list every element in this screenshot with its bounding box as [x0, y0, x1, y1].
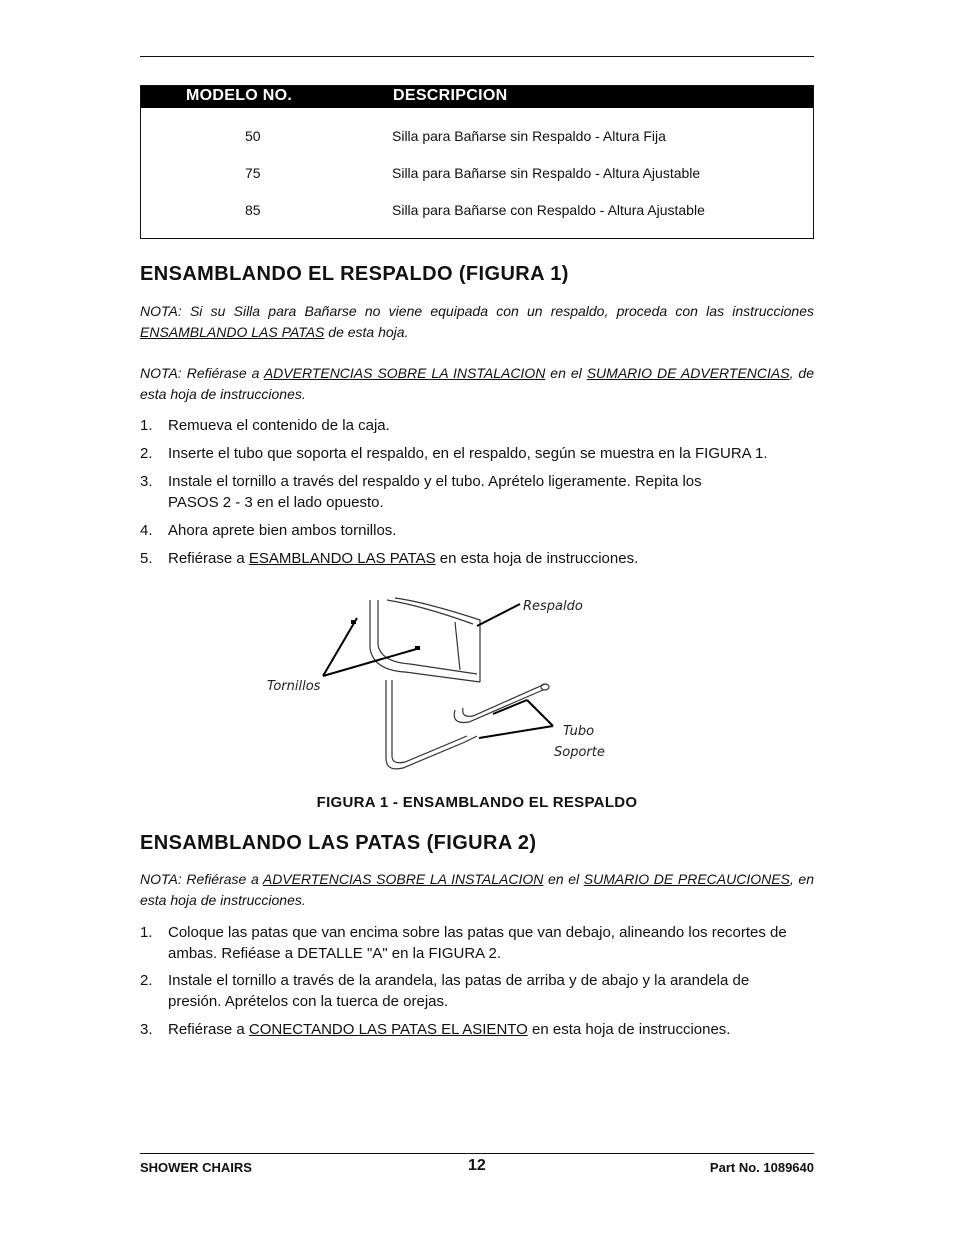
section2-title: ENSAMBLANDO LAS PATAS (FIGURA 2) [140, 832, 537, 854]
footer-rule [140, 1153, 814, 1154]
note-link[interactable]: SUMARIO DE ADVERTENCIAS [586, 365, 790, 381]
note-link[interactable]: SUMARIO DE PRECAUCIONES [583, 871, 790, 887]
section1-note1 [140, 301, 814, 343]
note-text: NOTA: Refiérase a [140, 871, 263, 887]
row-model: 75 [245, 165, 261, 181]
step-text: Ahora aprete bien ambos tornillos. [168, 522, 397, 539]
figure-backrest-illustration [255, 590, 615, 780]
header-model: MODELO NO. [186, 87, 293, 104]
step-text: Refiérase a [168, 1021, 249, 1038]
model-table [140, 85, 814, 239]
page-number: 12 [468, 1157, 486, 1174]
step-link[interactable]: ESAMBLANDO LAS PATAS [248, 550, 436, 567]
row-desc: Silla para Bañarse con Respaldo - Altura Ajustable [392, 202, 705, 218]
label-support: Soporte [554, 745, 605, 760]
step-item [140, 970, 814, 1012]
note-link[interactable]: ENSAMBLANDO LAS PATAS [140, 324, 325, 340]
header-rule [140, 56, 814, 57]
step-text: ambas. Refiéase a DETALLE "A" en la FIGURA 2. [168, 945, 502, 962]
step-text: Instale el tornillo a través del respaldo y el tubo. Aprételo ligeramente. Repita los [168, 473, 702, 490]
step-text: en esta hoja de instrucciones. [527, 1021, 731, 1038]
label-screws: Tornillos [267, 679, 321, 694]
step-text: Instale el tornillo a través de la arandela, las patas de arriba y de abajo y la arandela de [168, 972, 750, 989]
step-item [140, 922, 814, 964]
step-number: 2. [140, 445, 153, 462]
label-tube: Tubo [563, 724, 595, 739]
step-number: 3. [140, 473, 153, 490]
row-model: 85 [245, 202, 261, 218]
label-backrest: Respaldo [523, 599, 583, 614]
step-text: PASOS 2 - 3 en el lado opuesto. [168, 494, 384, 511]
screw-mark [415, 646, 420, 650]
table-header [141, 86, 813, 108]
note-link[interactable]: ADVERTENCIAS SOBRE LA INSTALACION [263, 365, 546, 381]
step-item [140, 471, 814, 513]
section1-note2 [140, 363, 814, 405]
note-text: en el [545, 365, 587, 381]
step-link[interactable]: CONECTANDO LAS PATAS EL ASIENTO [248, 1021, 528, 1038]
step-number: 4. [140, 522, 153, 539]
step-number: 2. [140, 972, 153, 989]
note-text: en el [543, 871, 584, 887]
row-model: 50 [245, 128, 261, 144]
figure-caption: FIGURA 1 - ENSAMBLANDO EL RESPALDO [316, 794, 638, 811]
row-desc: Silla para Bañarse sin Respaldo - Altura Fija [392, 128, 666, 144]
step-number: 1. [140, 924, 153, 941]
step-text: presión. Aprételos con la tuerca de orejas. [168, 993, 449, 1010]
step-number: 5. [140, 550, 153, 567]
row-desc: Silla para Bañarse sin Respaldo - Altura Ajustable [392, 165, 701, 181]
step-text: Inserte el tubo que soporta el respaldo, en el respaldo, según se muestra en la FIGURA 1. [168, 445, 768, 462]
step-item [140, 443, 814, 464]
note-text: NOTA: Si su Silla para Bañarse no viene equipada con un respaldo, proceda con las instrucciones [140, 303, 814, 319]
header-description: DESCRIPCION [393, 87, 508, 104]
step-text: en esta hoja de instrucciones. [435, 550, 639, 567]
footer-part-number: Part No. 1089640 [709, 1160, 814, 1175]
step-text: Remueva el contenido de la caja. [168, 417, 390, 434]
note-text: , de esta hoja de instrucciones. [140, 365, 814, 402]
step-item [140, 520, 814, 541]
step-item [140, 548, 814, 569]
step-text: Coloque las patas que van encima sobre las patas que van debajo, alineando los recortes de [168, 924, 787, 941]
step-item [140, 415, 814, 436]
note-text: de esta hoja. [324, 324, 409, 340]
section2-note [140, 869, 814, 911]
section1-title: ENSAMBLANDO EL RESPALDO (FIGURA 1) [140, 263, 569, 285]
step-number: 1. [140, 417, 153, 434]
footer-product: SHOWER CHAIRS [140, 1160, 252, 1175]
screw-mark [351, 620, 356, 624]
note-text: , en esta hoja de instrucciones. [140, 871, 814, 908]
note-text: NOTA: Refiérase a [140, 365, 264, 381]
step-item [140, 1019, 814, 1040]
step-number: 3. [140, 1021, 153, 1038]
step-text: Refiérase a [168, 550, 249, 567]
note-link[interactable]: ADVERTENCIAS SOBRE LA INSTALACION [262, 871, 544, 887]
